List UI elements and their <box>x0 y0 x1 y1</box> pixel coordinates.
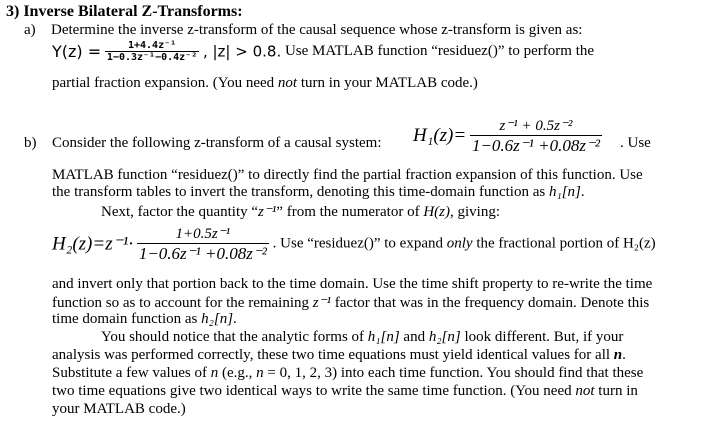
p4-line2-period: . <box>622 347 626 363</box>
part-b-p3-line1: and invert only that portion back to the time domain. Use the time shift property to re-write the time <box>52 276 653 292</box>
p4-text-a: You should notice that the analytic forms of <box>101 329 365 345</box>
p4-h1-symbol: h₁[n] <box>367 329 400 345</box>
part-a-line3-end: turn in your MATLAB code.) <box>300 75 478 91</box>
part-b-label: b) <box>24 135 37 151</box>
h1-lhs: H₁(z)= <box>413 125 467 146</box>
part-b-p4-line1 <box>101 329 623 346</box>
p2-text-a: Next, factor the quantity “ <box>101 204 259 220</box>
part-a-label: a) <box>24 22 36 38</box>
p4-n-symbol: n <box>613 347 623 363</box>
h1n-symbol: h₁[n] <box>548 184 581 200</box>
p4-not: not <box>575 383 595 399</box>
part-a-line3 <box>52 75 478 92</box>
part-b-p2-line1 <box>101 202 500 221</box>
p3-text-b: factor that was in the frequency domain. Denote this <box>334 295 650 311</box>
hz-symbol: H(z) <box>423 204 450 220</box>
part-b-p3-line2 <box>52 293 649 312</box>
h2-lhs: H₂(z)=z⁻¹· <box>52 233 134 255</box>
h1-denominator: 1−0.6z⁻¹ +0.08z⁻² <box>471 136 601 155</box>
p4-n3-symbol: n <box>256 365 264 381</box>
h2-denominator: 1−0.6z⁻¹ +0.08z⁻² <box>138 244 267 263</box>
part-a-not: not <box>277 75 298 91</box>
h2-equation <box>52 224 656 264</box>
p4-line3-text-b: (e.g., <box>221 365 253 381</box>
p1-line3-text: the transform tables to invert the transform, denoting this time-domain function as <box>52 184 546 200</box>
y-fraction <box>105 40 199 63</box>
part-b-intro: Consider the following z-transform of a causal system: <box>52 135 382 151</box>
p2-text-c: , giving: <box>450 204 501 220</box>
p4-line3-text-a: Substitute a few values of <box>52 365 207 381</box>
p4-h2-symbol: h₂[n] <box>428 329 461 345</box>
p3-line3-period: . <box>233 311 237 327</box>
p4-line3-text-c: = 0, 1, 2, 3) into each time function. You should find that these <box>267 365 644 381</box>
h2-after-b: the fractional portion of H₂(z) <box>476 235 656 252</box>
h1-numerator: z⁻¹ + 0.5z⁻² <box>499 118 573 134</box>
part-a-equation <box>52 40 594 63</box>
part-b-p4-line5: your MATLAB code.) <box>52 401 186 417</box>
p3-text-a: function so as to account for the remaining <box>52 295 310 311</box>
p4-text-b: look different. But, if your <box>464 329 624 345</box>
part-b-p4-line4 <box>52 383 638 400</box>
p4-line4-text-b: turn in <box>598 383 638 399</box>
y-numerator: 1+4.4z⁻¹ <box>127 40 177 51</box>
h1-equation <box>413 116 602 156</box>
y-of-z-lhs: Y(z) = <box>52 42 102 61</box>
part-b-p4-line3 <box>52 365 643 382</box>
part-b-p1-line2: MATLAB function “residuez()” to directly find the partial fraction expansion of this function. Use <box>52 167 643 183</box>
h2-numerator: 1+0.5z⁻¹ <box>175 226 231 242</box>
part-a-line3-start: partial fraction expansion. (You need <box>52 75 275 91</box>
part-b-p1-line3 <box>52 184 585 201</box>
p4-line2-text: analysis was performed correctly, these two time equations must yield identical values for all <box>52 347 611 363</box>
h2n-symbol: h₂[n] <box>201 311 234 327</box>
part-a-line1: Determine the inverse z-transform of the causal sequence whose z-transform is given as: <box>51 22 583 38</box>
h2-after-a: . Use “residuez()” to expand <box>272 235 443 252</box>
p3-line3-text: time domain function as <box>52 311 198 327</box>
y-denominator: 1−0.3z⁻¹−0.4z⁻² <box>106 52 198 63</box>
p4-and: and <box>403 329 426 345</box>
h1-fraction <box>470 116 602 156</box>
part-b-p3-line3 <box>52 311 237 328</box>
h2-fraction <box>137 224 269 264</box>
p4-n2-symbol: n <box>210 365 219 381</box>
h2-only: only <box>446 235 473 252</box>
problem-heading: 3) Inverse Bilateral Z-Transforms: <box>6 3 243 20</box>
p4-line4-text-a: two time equations give two identical ways to write the same time function. (You need <box>52 383 572 399</box>
p1-line3-period: . <box>580 184 585 200</box>
zinv2-symbol: z⁻¹ <box>312 295 332 311</box>
p2-text-b: ” from the numerator of <box>276 204 420 220</box>
part-b-p4-line2 <box>52 347 626 364</box>
zinv-symbol: z⁻¹ <box>258 204 277 220</box>
h1-use: . Use <box>620 135 651 151</box>
part-a-after-roc: Use MATLAB function “residuez()” to perform the <box>284 43 595 59</box>
roc-text: , |z| > 0.8. <box>202 42 282 61</box>
